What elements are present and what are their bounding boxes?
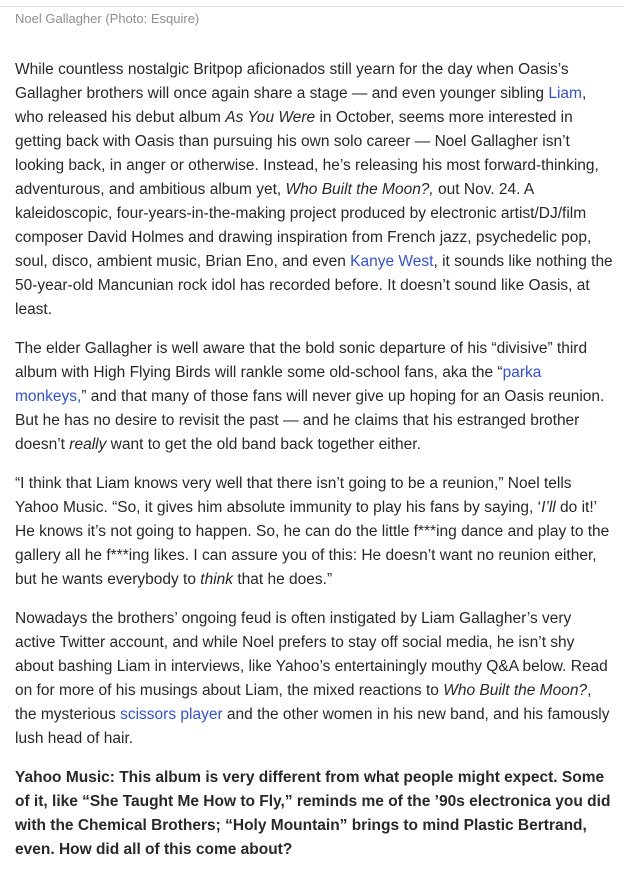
paragraph-text: “I think that Liam knows very well that there isn’t going to be a reunion,” Noel tells Yahoo Music. “So, it gives him absolute immunity to play his fans by saying, ‘	[15, 475, 572, 516]
link-scissors-player[interactable]: scissors player	[120, 706, 223, 723]
paragraph-text: out Nov. 24. A kaleidoscopic, four-years-in-the-making project produced by electronic artist/DJ/film composer David Holmes and drawing inspiration from French jazz, psychedelic pop, soul, disco, ambient music, Brian Eno, and even	[15, 181, 592, 270]
link-liam[interactable]: Liam	[548, 85, 582, 102]
interview-question: Yahoo Music: This album is very different from what people might expect. Some of it, like “She Taught Me How to Fly,” reminds me of the ’90s electronica you did with the Chemical Brothers; “Holy Mountain” brings to mind Plastic Bertrand, even. How did all of this come about?	[15, 769, 611, 858]
paragraph-text: in October, seems more interested in getting back with Oasis than pursuing his own solo career — Noel Gallagher isn’t looking back, in anger or otherwise. Instead, he’s releasing his most forward-thinking, adventurous, and ambitious album yet,	[15, 109, 599, 198]
link-kanye-west[interactable]: Kanye West	[350, 253, 434, 270]
emphasis-ill: I’ll	[541, 499, 556, 516]
album-title-as-you-were: As You Were	[225, 109, 316, 126]
album-title-who-built-the-moon: Who Built the Moon?	[443, 682, 588, 699]
paragraph-3	[15, 472, 615, 592]
paragraph-text: , the mysterious	[15, 682, 592, 723]
paragraph-text: , it sounds like nothing the 50-year-old Mancunian rock idol has recorded before. It doesn’t sound like Oasis, at least.	[15, 253, 613, 318]
paragraph-text: The elder Gallagher is well aware that the bold sonic departure of his “divisive” third album with High Flying Birds will rankle some old-school fans, aka the “	[15, 340, 588, 381]
paragraph-text: and the other women in his new band, and his famously lush head of hair.	[15, 706, 610, 747]
paragraph-text: Nowadays the brothers’ ongoing feud is often instigated by Liam Gallagher’s very active Twitter account, and while Noel prefers to stay off social media, he isn’t shy about bashing Liam in interviews, like Yahoo’s entertainingly mouthy Q&A below. Read on for more of his musings about Liam, the mixed reactions to	[15, 610, 608, 699]
top-divider	[0, 6, 624, 7]
paragraph-text: that he does.”	[233, 571, 333, 588]
paragraph-text: want to get the old band back together either.	[106, 436, 421, 453]
emphasis-really: really	[69, 436, 107, 453]
emphasis-think: think	[200, 571, 234, 588]
album-title-who-built-the-moon: Who Built the Moon?,	[285, 181, 434, 198]
photo-caption: Noel Gallagher (Photo: Esquire)	[15, 11, 200, 26]
paragraph-1	[15, 58, 615, 322]
article-body	[15, 58, 615, 877]
paragraph-2	[15, 337, 615, 457]
paragraph-4	[15, 607, 615, 751]
paragraph-text: While countless nostalgic Britpop aficionados still yearn for the day when Oasis’s Gallagher brothers will once again share a stage — and even younger sibling	[15, 61, 569, 102]
link-parka-monkeys[interactable]: parka monkeys,	[15, 364, 542, 405]
paragraph-text: , who released his debut album	[15, 85, 587, 126]
paragraph-text: ” and that many of those fans will never give up hoping for an Oasis reunion. But he has no desire to revisit the past — and he claims that his estranged brother doesn’t	[15, 388, 605, 453]
paragraph-text: do it!’ He knows it’s not going to happen. So, he can do the little f***ing dance and play to the gallery all he f***ing likes. I can assure you of this: He doesn’t want no reunion either, but he wants everybody to	[15, 499, 610, 588]
